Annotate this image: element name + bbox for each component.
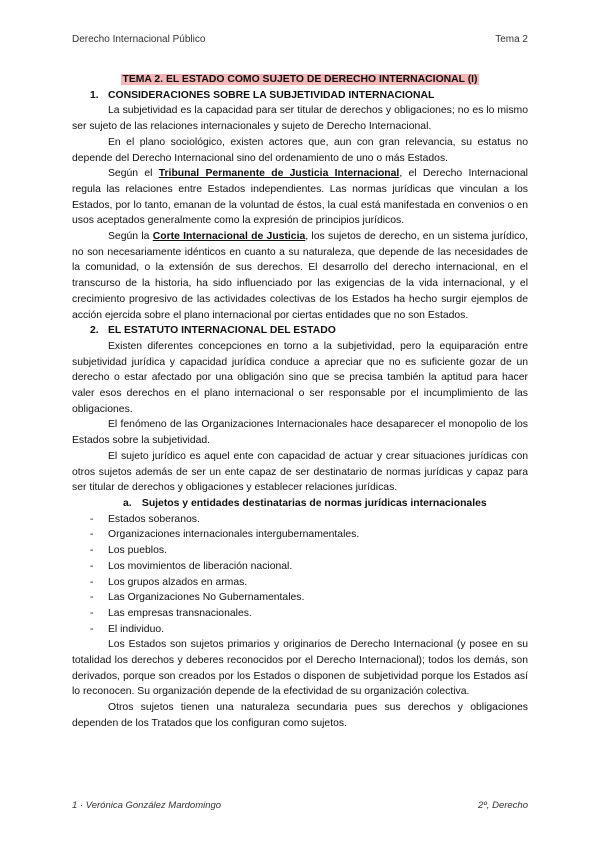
section-2-number: 2. (90, 325, 99, 337)
list-item (72, 606, 528, 622)
section-1-heading (72, 88, 528, 104)
page-footer (72, 800, 528, 811)
dash-bullet: - (90, 545, 94, 557)
paragraph (72, 166, 528, 229)
list-item-text: Organizaciones internacionales intergubernamentales. (108, 529, 360, 541)
section-2-heading (72, 323, 528, 339)
paragraph (72, 229, 528, 323)
dash-bullet: - (90, 607, 94, 619)
list-item (72, 527, 528, 543)
list-item-text: Las empresas transnacionales. (108, 607, 252, 619)
list-item-text: Las Organizaciones No Gubernamentales. (108, 592, 305, 604)
list-item-text: El individuo. (108, 623, 165, 635)
section-1-title: CONSIDERACIONES SOBRE LA SUBJETIVIDAD INTERNACIONAL (108, 89, 435, 101)
list-item-text: Los pueblos. (108, 545, 167, 557)
dash-bullet: - (90, 576, 94, 588)
list-item (72, 512, 528, 528)
page-header (72, 34, 528, 45)
paragraph-text: , el Derecho Internacional regula las relaciones entre Estados independientes. Las normas jurídicas que vinculan a los Estados, por lo tanto, emanan de la voluntad de éstos, la cual está manifestada en convenios o en usos aceptados generalmente como la expresión de principios jurídicos. (72, 168, 528, 227)
list-item (72, 575, 528, 591)
tribunal-reference: Tribunal Permanente de Justicia Internacional (158, 168, 400, 180)
footer-author: 1 · Verónica González Mardomingo (72, 800, 222, 811)
paragraph: La subjetividad es la capacidad para ser titular de derechos y obligaciones; no es lo mismo ser sujeto de las relaciones internacionales y sujeto de Derecho Internacional. (72, 105, 528, 133)
subjects-list (72, 512, 528, 638)
paragraph: Existen diferentes concepciones en torno a la subjetividad, pero la equiparación entre subjetividad jurídica y capacidad jurídica conduce a apreciar que no es suficiente gozar de un derecho o estar afectado por una obligación sino que se precisa también la aptitud para hacer valer esos derechos en el plano internacional o ser responsable por el incumplimiento de las obligaciones. (72, 340, 528, 415)
paragraph: Otros sujetos tienen una naturaleza secundaria pues sus derechos y obligaciones dependen de los Tratados que los configuran como sujetos. (72, 702, 528, 729)
dash-bullet: - (90, 623, 94, 635)
paragraph-text: Según el (108, 168, 159, 180)
list-item (72, 559, 528, 575)
dash-bullet: - (90, 560, 94, 572)
paragraph: En el plano sociológico, existen actores que, aun con gran relevancia, su estatus no depende del Derecho Internacional sino del ordenamiento de uno o más Estados. (72, 136, 528, 164)
paragraph: El sujeto jurídico es aquel ente con capacidad de actuar y crear situaciones jurídicas con otros sujetos además de ser un ente capaz de ser destinatario de normas jurídicas y capaz para ser titular de derechos y obligaciones y establecer relaciones jurídicas. (72, 450, 528, 494)
document-title-text: TEMA 2. EL ESTADO COMO SUJETO DE DERECHO INTERNACIONAL (I) (122, 74, 478, 85)
list-item (72, 590, 528, 606)
paragraph-text: Según la (108, 231, 153, 243)
section-1-number: 1. (90, 89, 99, 101)
list-item (72, 622, 528, 638)
paragraph-text: , los sujetos de derecho, en un sistema jurídico, no son necesariamente idénticos en cuanto a su naturaleza, que depende de las necesidades de la comunidad, o la extensión de sus derechos. El desarrollo del derecho internacional, en el transcurso de la historia, ha sido influenciado por las exigencias de la vida internacional, y el crecimiento progresivo de las actividades colectivas de los Estados ha hecho surgir ejemplos de acción ejercida sobre el plano internacional por ciertas entidades que no son Estados. (72, 231, 528, 321)
list-item (72, 543, 528, 559)
subsection-title: Sujetos y entidades destinatarias de normas jurídicas internacionales (141, 497, 487, 509)
subsection-a-heading (72, 496, 528, 512)
dash-bullet: - (90, 529, 94, 541)
dash-bullet: - (90, 513, 94, 525)
list-item-text: Los movimientos de liberación nacional. (108, 560, 293, 572)
document-body (72, 72, 528, 732)
section-2-title: EL ESTATUTO INTERNACIONAL DEL ESTADO (108, 325, 336, 337)
paragraph: El fenómeno de las Organizaciones Internacionales hace desaparecer el monopolio de los Estados sobre la subjetividad. (72, 419, 528, 447)
paragraph: Los Estados son sujetos primarios y originarios de Derecho Internacional (y posee en su totalidad los derechos y deberes reconocidos por el Derecho Internacional); todos los demás, son derivados, porque son creados por los Estados o disponen de subjetividad porque los Estados así lo reconocen. Su organización depende de la efectividad de su organización colectiva. (72, 639, 528, 698)
subsection-letter: a. (123, 497, 132, 509)
list-item-text: Los grupos alzados en armas. (108, 576, 248, 588)
list-item-text: Estados soberanos. (108, 513, 200, 525)
header-topic: Tema 2 (495, 34, 528, 45)
footer-course: 2º, Derecho (478, 800, 528, 811)
document-title (72, 72, 528, 88)
court-reference: Corte Internacional de Justicia (152, 231, 306, 243)
dash-bullet: - (90, 592, 94, 604)
header-course-title: Derecho Internacional Público (72, 34, 206, 45)
